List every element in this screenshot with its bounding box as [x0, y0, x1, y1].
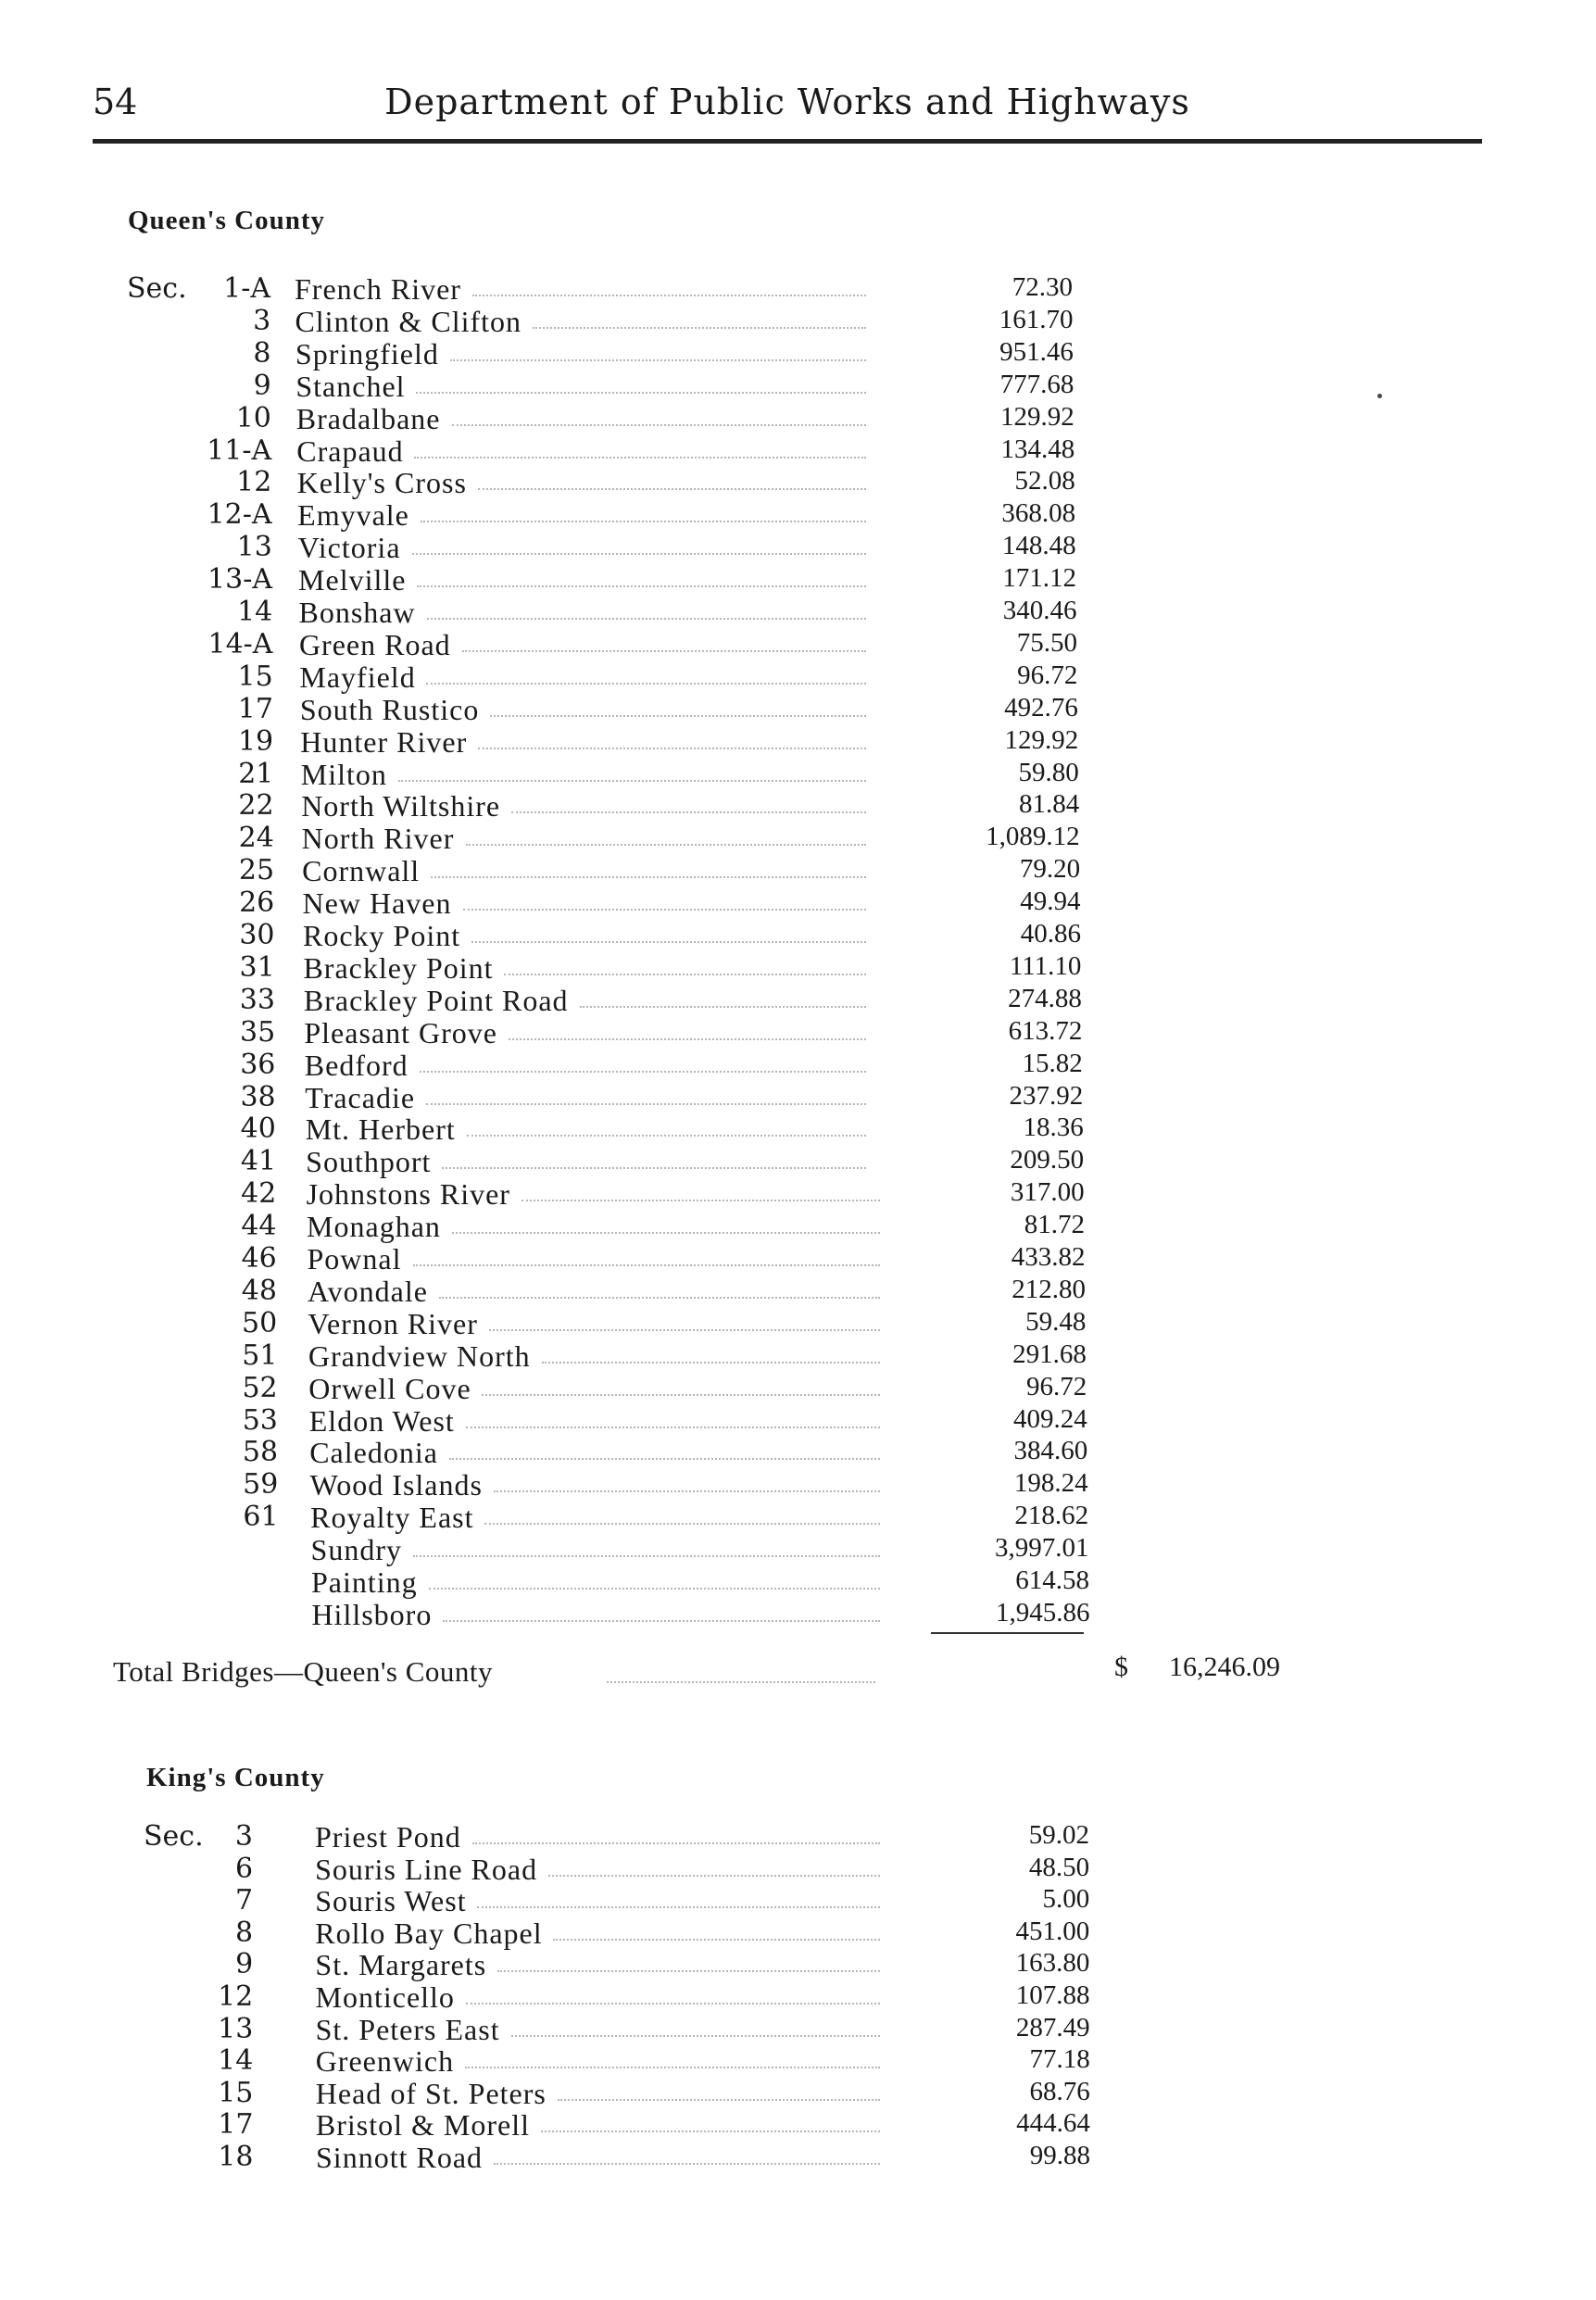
table-row — [0, 1016, 1596, 1049]
section-number: 12 — [218, 1980, 254, 2013]
bridge-name: New Haven — [302, 886, 452, 921]
section-number: 26 — [239, 886, 275, 920]
bridge-amount: 163.80 — [1015, 1948, 1090, 1979]
dot-leader — [449, 1458, 880, 1460]
bridge-amount: 129.92 — [1000, 401, 1074, 432]
bridge-name: Bedford — [304, 1048, 408, 1082]
bridge-name: French River — [295, 272, 461, 306]
table-row — [0, 531, 1596, 563]
bridge-amount: 72.30 — [1012, 272, 1073, 302]
section-number: 24 — [238, 822, 274, 855]
dot-leader — [450, 359, 866, 361]
section-number: 30 — [239, 919, 275, 951]
bridge-amount: 409.24 — [1013, 1403, 1087, 1434]
bridge-name: Sundry — [310, 1533, 402, 1567]
header-rule — [93, 139, 1482, 144]
table-row — [0, 402, 1596, 434]
bridge-name: Brackley Point — [303, 950, 494, 985]
bridge-name: St. Margarets — [315, 1948, 487, 1982]
section-number: 40 — [240, 1112, 276, 1146]
page-header — [93, 82, 1482, 128]
bridge-name: Cornwall — [302, 854, 421, 888]
section-number: 21 — [238, 757, 274, 790]
bridge-amount: 291.68 — [1012, 1339, 1087, 1369]
queens-county-title: Queen's County — [128, 206, 326, 235]
dot-leader — [442, 1167, 866, 1169]
table-row — [0, 1177, 1596, 1210]
table-row — [0, 1853, 1596, 1885]
table-row — [0, 1049, 1596, 1081]
dot-leader — [467, 1135, 866, 1137]
bridge-name: Southport — [306, 1145, 432, 1179]
dot-leader — [414, 457, 866, 459]
table-row — [0, 1436, 1596, 1468]
bridge-amount: 1,945.86 — [995, 1597, 1090, 1628]
table-row — [0, 1917, 1596, 1949]
section-number: 14 — [237, 596, 273, 628]
bridge-name: Bristol & Morell — [315, 2108, 530, 2143]
table-row — [0, 1307, 1596, 1339]
bridge-name: Springfield — [295, 336, 439, 371]
queens-total-amount: 16,246.09 — [1169, 1652, 1280, 1682]
table-row — [0, 1339, 1596, 1372]
bridge-amount: 777.68 — [999, 369, 1074, 399]
bridge-name: North River — [301, 822, 455, 856]
bridge-amount: 129.92 — [1004, 724, 1079, 755]
section-number: 3 — [253, 304, 271, 337]
table-row — [0, 1275, 1596, 1307]
bridge-amount: 77.18 — [1029, 2044, 1090, 2075]
section-number: 1-A — [223, 272, 270, 305]
bridge-amount: 218.62 — [1014, 1501, 1089, 1531]
table-row — [0, 466, 1596, 498]
bridge-name: Hunter River — [300, 724, 468, 759]
dot-leader — [548, 1875, 880, 1877]
bridge-name: Kelly's Cross — [296, 466, 467, 500]
bridge-name: Clinton & Clifton — [295, 304, 522, 338]
dot-leader — [533, 327, 866, 329]
bridge-amount: 59.02 — [1028, 1820, 1089, 1850]
section-number: 41 — [240, 1145, 277, 1178]
bridge-name: Green Road — [298, 627, 451, 661]
bridge-amount: 15.82 — [1022, 1048, 1083, 1078]
dot-leader — [412, 553, 866, 555]
bridge-name: Tracadie — [305, 1080, 416, 1114]
table-row — [0, 2141, 1596, 2173]
bridge-name: Melville — [298, 563, 407, 597]
table-row — [0, 370, 1596, 402]
bridge-amount: 171.12 — [1002, 563, 1077, 594]
table-row — [0, 1468, 1596, 1501]
dot-leader — [494, 2163, 880, 2165]
bridge-amount: 368.08 — [1001, 498, 1076, 529]
table-row — [0, 1948, 1596, 1980]
section-number: 33 — [239, 983, 275, 1016]
table-row — [0, 596, 1596, 628]
table-row — [0, 1565, 1596, 1598]
section-number: 19 — [237, 724, 274, 758]
section-number: 35 — [239, 1015, 276, 1049]
page-number: 54 — [93, 82, 138, 122]
bridge-name: Orwell Cove — [308, 1371, 471, 1405]
bridge-name: Rocky Point — [303, 919, 461, 952]
bridge-amount: 59.48 — [1025, 1306, 1087, 1337]
bridge-amount: 148.48 — [1001, 531, 1076, 561]
section-number: 50 — [242, 1306, 278, 1339]
total-leader — [607, 1681, 875, 1683]
dot-leader — [482, 1394, 880, 1396]
bridge-amount: 433.82 — [1011, 1242, 1086, 1272]
bridge-amount: 107.88 — [1015, 1980, 1090, 2010]
dot-leader — [421, 521, 866, 522]
dot-leader — [466, 1427, 880, 1428]
currency-symbol: $ — [1114, 1652, 1128, 1682]
table-row — [0, 984, 1596, 1016]
table-row — [0, 1501, 1596, 1533]
table-row — [0, 1884, 1596, 1917]
bridge-amount: 48.50 — [1028, 1852, 1090, 1882]
bridge-amount: 68.76 — [1029, 2076, 1090, 2106]
dot-leader — [413, 1555, 880, 1557]
bridge-name: Royalty East — [310, 1501, 474, 1535]
section-number: 25 — [238, 854, 275, 887]
bridge-name: Head of St. Peters — [315, 2076, 547, 2110]
bridge-name: Crapaud — [296, 434, 404, 468]
bridge-amount: 613.72 — [1008, 1015, 1083, 1046]
dot-leader — [429, 1588, 880, 1590]
bridge-name: Hillsboro — [311, 1597, 433, 1631]
section-number: 13 — [236, 531, 272, 564]
table-row — [0, 1598, 1596, 1630]
table-row — [0, 2044, 1596, 2077]
dot-leader — [504, 974, 866, 975]
dot-leader — [452, 424, 866, 426]
table-row — [0, 758, 1596, 790]
bridge-amount: 52.08 — [1014, 466, 1075, 496]
dot-leader — [463, 909, 866, 911]
bridge-amount: 317.00 — [1010, 1177, 1085, 1208]
table-row — [0, 498, 1596, 531]
section-number: 15 — [237, 660, 273, 693]
dot-leader — [542, 1362, 880, 1364]
bridge-name: Monticello — [315, 1980, 455, 2014]
table-row — [0, 1242, 1596, 1275]
section-prefix: Sec. — [127, 272, 187, 305]
bridge-name: St. Peters East — [315, 2012, 500, 2046]
section-number: 22 — [238, 789, 274, 823]
bridge-name: Wood Islands — [309, 1468, 483, 1502]
bridge-name: Sinnott Road — [316, 2141, 484, 2174]
bridge-amount: 75.50 — [1016, 627, 1077, 658]
bridge-name: North Wiltshire — [301, 789, 501, 823]
table-row — [0, 434, 1596, 467]
table-row — [0, 1533, 1596, 1565]
dot-leader — [427, 618, 866, 620]
table-row — [0, 563, 1596, 596]
bridge-amount: 96.72 — [1017, 660, 1078, 690]
section-number: 10 — [235, 401, 271, 434]
bridge-amount: 1,089.12 — [986, 822, 1080, 852]
bridge-name: Monaghan — [307, 1210, 441, 1244]
bridge-name: Brackley Point Road — [303, 983, 569, 1017]
table-row — [0, 660, 1596, 693]
table-row — [0, 693, 1596, 725]
table-row — [0, 1980, 1596, 2013]
section-number: 36 — [240, 1048, 276, 1081]
section-number: 51 — [242, 1339, 278, 1372]
dot-leader — [497, 1970, 880, 1972]
bridge-name: Eldon West — [308, 1403, 455, 1438]
bridge-name: Painting — [311, 1565, 418, 1599]
bridge-amount: 111.10 — [1009, 950, 1082, 981]
kings-county-title: King's County — [146, 1763, 325, 1792]
bridge-amount: 18.36 — [1023, 1112, 1084, 1143]
dot-leader — [541, 2130, 880, 2132]
section-number: 61 — [243, 1501, 279, 1534]
dot-leader — [478, 748, 866, 749]
bridge-name: Souris West — [315, 1884, 467, 1918]
dot-leader — [417, 585, 866, 587]
dot-leader — [522, 1200, 880, 1201]
section-number: 9 — [235, 1948, 254, 1981]
bridge-amount: 951.46 — [999, 336, 1074, 367]
dot-leader — [465, 2067, 880, 2068]
table-row — [0, 1404, 1596, 1437]
table-row — [0, 305, 1596, 337]
table-row — [0, 337, 1596, 370]
bridge-amount: 287.49 — [1015, 2012, 1090, 2042]
dot-leader — [471, 941, 866, 943]
bridge-name: Milton — [300, 757, 387, 791]
dot-leader — [511, 2035, 880, 2037]
bridge-amount: 134.48 — [1000, 434, 1075, 464]
table-row — [0, 1210, 1596, 1242]
bridge-amount: 3,997.01 — [995, 1533, 1089, 1564]
section-number: 12 — [236, 466, 272, 499]
section-number: 53 — [242, 1403, 278, 1437]
section-number: 8 — [235, 1916, 254, 1949]
bridge-name: Mt. Herbert — [305, 1112, 456, 1147]
table-row — [0, 725, 1596, 758]
bridge-name: Caledonia — [309, 1436, 438, 1470]
section-prefix: Sec. — [144, 1820, 204, 1853]
section-number: 7 — [235, 1884, 254, 1917]
bridge-name: Pleasant Grove — [304, 1015, 497, 1049]
table-row — [0, 1372, 1596, 1404]
bridge-name: South Rustico — [299, 692, 480, 726]
bridge-amount: 492.76 — [1004, 692, 1078, 723]
bridge-amount: 451.00 — [1015, 1916, 1090, 1946]
dot-leader — [477, 1906, 880, 1908]
dot-leader — [426, 683, 866, 685]
table-row — [0, 854, 1596, 886]
bridge-amount: 614.58 — [1015, 1565, 1089, 1595]
bridge-name: Greenwich — [315, 2044, 455, 2079]
table-row — [0, 628, 1596, 660]
dot-leader — [472, 1842, 880, 1844]
dot-leader — [489, 1329, 880, 1331]
bridge-amount: 209.50 — [1010, 1145, 1085, 1175]
section-number: 9 — [253, 369, 271, 402]
table-row — [0, 2108, 1596, 2141]
section-number: 48 — [241, 1274, 277, 1307]
bridge-amount: 40.86 — [1020, 919, 1081, 949]
section-number: 17 — [237, 692, 273, 725]
bridge-name: Johnstons River — [306, 1177, 510, 1212]
dot-leader — [416, 392, 866, 394]
bridge-amount: 5.00 — [1042, 1884, 1090, 1915]
section-number: 15 — [218, 2076, 254, 2109]
bridge-amount: 59.80 — [1018, 757, 1079, 787]
bridge-amount: 49.94 — [1020, 886, 1081, 917]
table-row — [0, 822, 1596, 854]
dot-leader — [478, 488, 866, 490]
table-row — [0, 886, 1596, 919]
dot-leader — [413, 1264, 880, 1266]
bridge-name: Vernon River — [308, 1306, 478, 1340]
dot-leader — [484, 1523, 880, 1525]
section-number: 13 — [218, 2012, 254, 2045]
bridge-name: Pownal — [307, 1242, 402, 1276]
section-number: 31 — [239, 950, 275, 984]
section-number: 17 — [218, 2108, 254, 2142]
table-row — [0, 1820, 1596, 1853]
section-number: 58 — [242, 1436, 279, 1469]
dot-leader — [426, 1103, 866, 1105]
bridge-name: Mayfield — [299, 660, 416, 694]
dot-leader — [420, 1071, 866, 1073]
bridge-name: Grandview North — [308, 1339, 531, 1373]
sum-rule — [931, 1632, 1084, 1634]
bridge-name: Avondale — [307, 1274, 428, 1308]
bridge-name: Victoria — [297, 531, 401, 565]
table-row — [0, 2013, 1596, 2045]
bridge-amount: 81.72 — [1024, 1210, 1086, 1240]
bridge-name: Stanchel — [295, 369, 406, 403]
table-row — [0, 1081, 1596, 1113]
dot-leader — [466, 2003, 880, 2005]
section-number: 38 — [240, 1080, 276, 1113]
bridge-amount: 161.70 — [999, 304, 1074, 334]
section-number: 59 — [243, 1468, 279, 1502]
section-number: 12-A — [207, 498, 272, 532]
table-row — [0, 1112, 1596, 1145]
bridge-amount: 384.60 — [1013, 1436, 1088, 1466]
section-number: 3 — [234, 1820, 253, 1853]
section-number: 14 — [218, 2044, 254, 2078]
dot-leader — [558, 2099, 880, 2101]
department-title: Department of Public Works and Highways — [384, 82, 1190, 122]
bridge-amount: 212.80 — [1012, 1274, 1086, 1304]
queens-total-label: Total Bridges—Queen's County — [113, 1655, 494, 1688]
bridge-amount: 444.64 — [1016, 2108, 1090, 2139]
section-number: 42 — [241, 1177, 277, 1211]
table-row — [0, 919, 1596, 951]
dot-leader — [452, 1232, 880, 1234]
dot-leader — [439, 1297, 880, 1299]
section-number: 52 — [242, 1371, 278, 1404]
table-row — [0, 2077, 1596, 2109]
dot-leader — [511, 811, 866, 813]
bridge-amount: 81.84 — [1018, 789, 1080, 820]
dot-leader — [472, 295, 866, 296]
table-row — [0, 789, 1596, 822]
section-number: 18 — [218, 2141, 254, 2173]
bridge-amount: 96.72 — [1026, 1371, 1087, 1401]
dot-leader — [398, 780, 866, 782]
dot-leader — [466, 844, 866, 846]
bridge-amount: 340.46 — [1002, 596, 1077, 625]
dot-leader — [580, 1006, 866, 1008]
bridge-amount: 237.92 — [1009, 1080, 1084, 1111]
bridge-amount: 274.88 — [1008, 983, 1082, 1013]
dot-leader — [443, 1620, 880, 1622]
dot-leader — [494, 1490, 880, 1492]
table-row — [0, 1145, 1596, 1177]
bridge-name: Priest Pond — [315, 1820, 461, 1854]
section-number: 6 — [234, 1852, 254, 1885]
bridge-name: Rollo Bay Chapel — [315, 1916, 543, 1950]
section-number: 8 — [253, 336, 271, 370]
dot-leader — [462, 650, 866, 652]
section-number: 44 — [241, 1210, 277, 1243]
bridge-amount: 79.20 — [1019, 854, 1081, 885]
dot-leader — [553, 1939, 880, 1941]
bridge-name: Bonshaw — [298, 596, 416, 629]
bridge-name: Souris Line Road — [315, 1852, 538, 1886]
table-row — [0, 951, 1596, 984]
bridge-name: Emyvale — [297, 498, 409, 533]
bridge-amount: 198.24 — [1013, 1468, 1088, 1499]
section-number: 46 — [241, 1242, 277, 1275]
bridge-name: Bradalbane — [295, 401, 441, 435]
section-number: 13-A — [207, 563, 273, 597]
dot-leader — [509, 1038, 866, 1040]
dot-leader — [431, 876, 866, 878]
section-number: 14-A — [207, 627, 273, 660]
section-number: 11-A — [207, 434, 272, 467]
bridge-amount: 99.88 — [1029, 2141, 1090, 2170]
dot-leader — [490, 715, 866, 717]
table-row — [0, 272, 1596, 305]
